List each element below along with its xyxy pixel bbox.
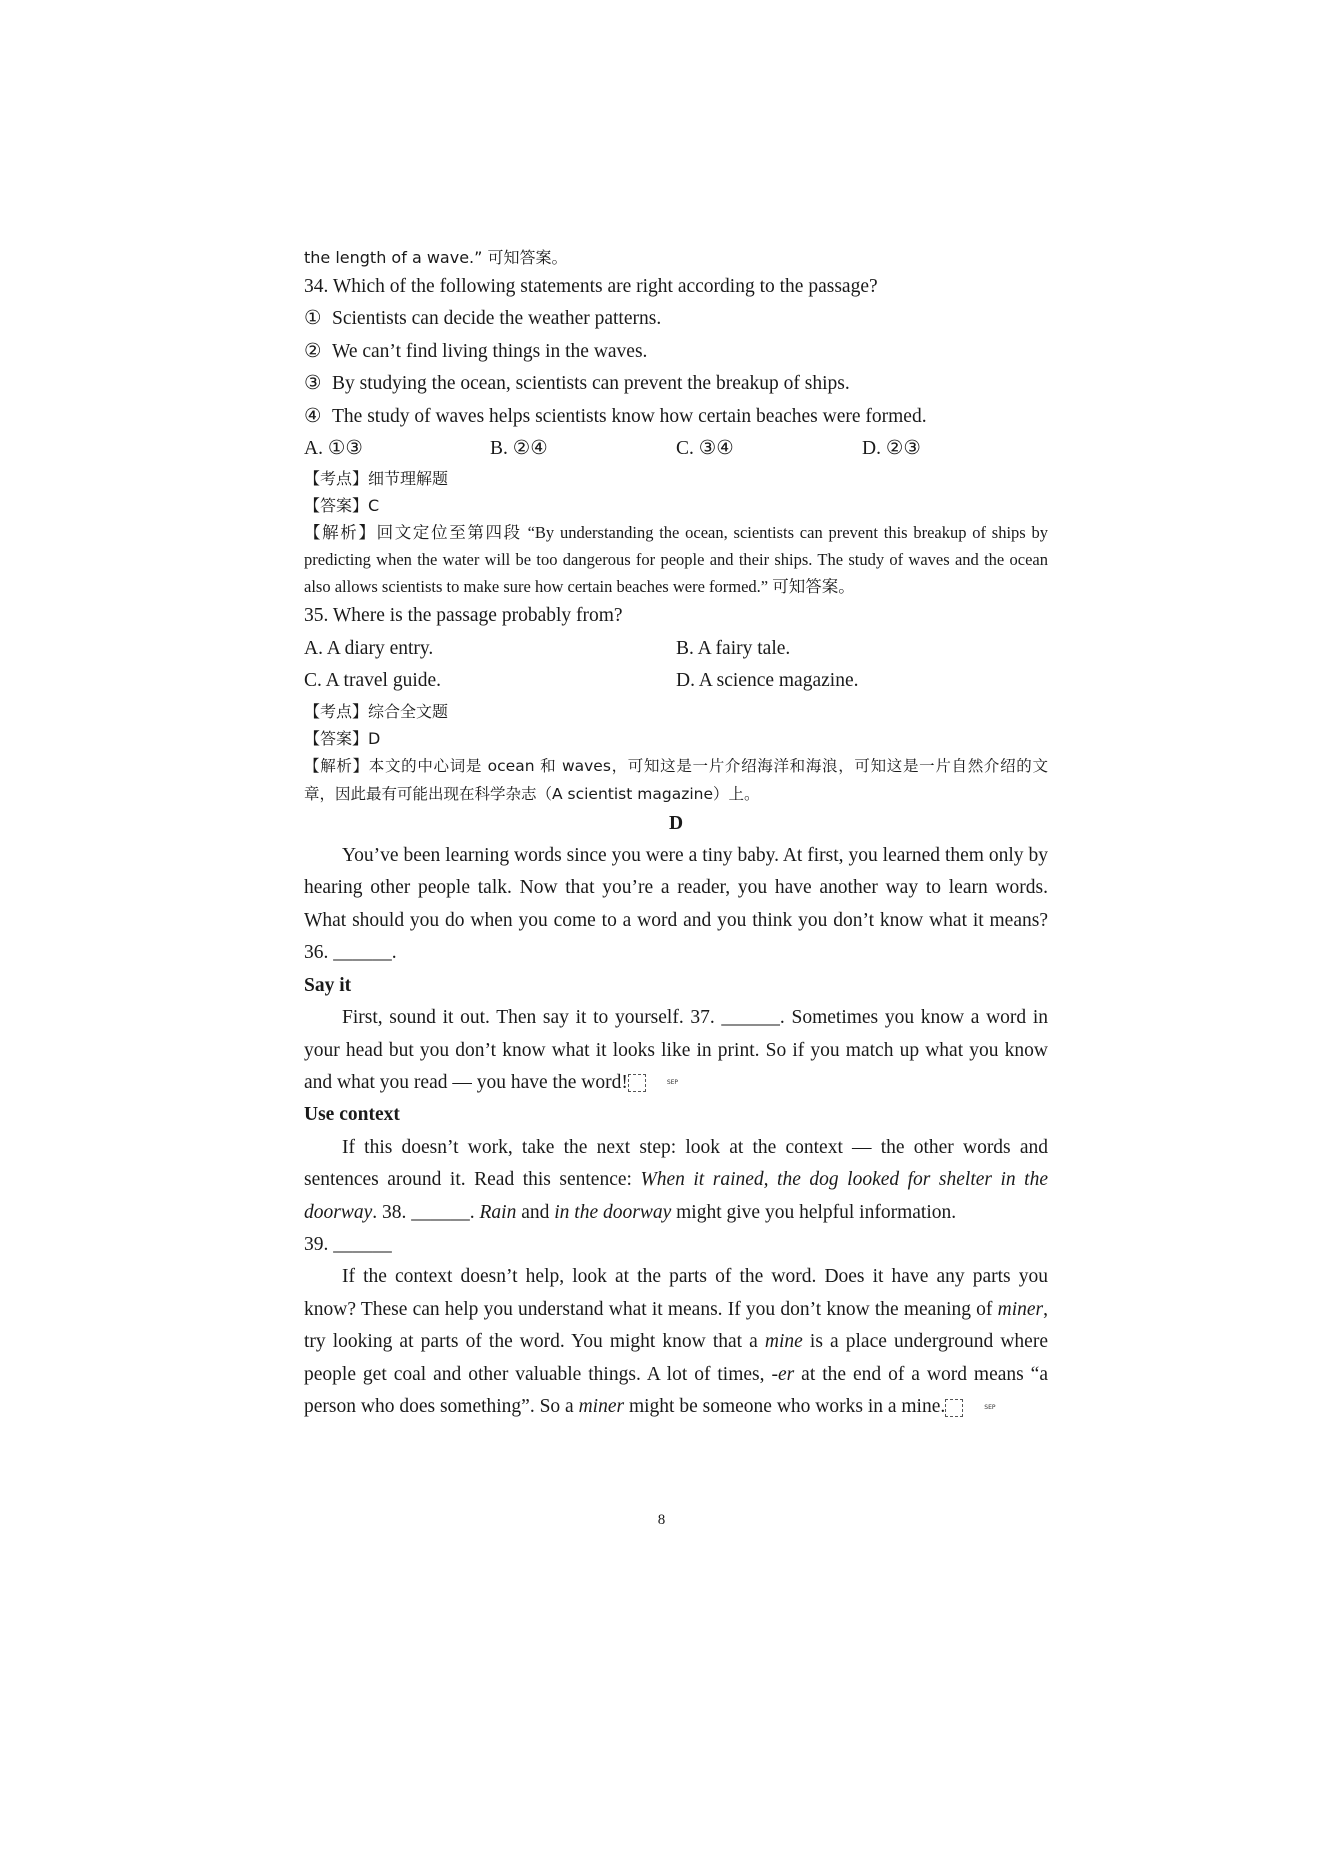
q34-option-c: C. ③④ [676,438,734,460]
circled-number-icon: ① [304,308,322,330]
q34-statement-2: ② We can’t find living things in the waves. [304,336,1048,368]
subheading-use-context: Use context [304,1104,400,1126]
sep-glyph-icon: SEP [945,1399,963,1417]
q34-option-d: D. ②③ [862,438,921,460]
circled-number-icon: ④ [304,405,322,427]
q34-kaodian: 【考点】细节理解题 [304,469,449,489]
previous-analysis-end: the length of a wave.” 可知答案。 [304,248,568,267]
circled-number-icon: ② [304,340,322,362]
passage-intro: You’ve been learning words since you were a tiny baby. At first, you learned them only by hearing other people talk. Now that you’re a reader, you have another way to learn words. What should you do when you come to a word and you think you don’t know what it means? 36. ______. [304,845,1048,964]
q34-options [304,433,1048,465]
q35-option-c: C. A travel guide. [304,670,442,692]
q35-analysis: 【解析】本文的中心词是 ocean 和 waves，可知这是一片介绍海洋和海浪，可知这是一片自然介绍的文章，因此最有可能出现在科学杂志（A scientist magazine）上。 [304,756,1048,803]
q34-answer: 【答案】C [304,496,380,516]
q34-statement-3: ③ By studying the ocean, scientists can prevent the breakup of ships. [304,368,1048,400]
page-content [304,244,1048,1423]
q34-statement-4: ④ The study of waves helps scientists know how certain beaches were formed. [304,401,1048,433]
section-heading: D [668,812,684,834]
q35-answer: 【答案】D [304,728,381,748]
q35-option-a: A. A diary entry. [304,637,434,659]
paragraph-use-context: If this doesn’t work, take the next step: look at the context — the other words and sentences around it. Read this sentence: When it rained, the dog looked for shelter in the doorway. 38. ______. Rain and in the doorway might give you helpful information. [304,1136,1049,1223]
q35-options-row-1 [304,633,1048,665]
sep-glyph-icon: SEP [628,1074,646,1092]
q35-options-row-2 [304,665,1048,697]
q34-statement-1: ① Scientists can decide the weather patterns. [304,303,1048,335]
paragraph-word-parts: If the context doesn’t help, look at the parts of the word. Does it have any parts you know? These can help you understand what it means. If you don’t know the meaning of miner, try looking at parts of the word. You might know that a mine is a place underground where people get coal and other valuable things. A lot of times, -er at the end of a word means “a person who does something”. So a miner might be someone who works in a mine. SEP [304,1266,1048,1417]
q34-analysis: 【解析】回文定位至第四段 “By understanding the ocean, scientists can prevent this breakup of ships by predicting when the water will be too dangerous for people and their ships. The study of waves and the ocean also allows scientists to make sure how certain beaches were formed.” 可知答案。 [304,523,1048,597]
q35-stem: 35. Where is the passage probably from? [304,605,623,627]
q35-kaodian: 【考点】综合全文题 [304,701,449,721]
page-number: 8 [657,1512,666,1528]
q34-stem: 34. Which of the following statements are right according to the passage? [304,276,878,297]
circled-number-icon: ③ [304,373,322,395]
example-sentence: When it rained, the dog looked for shelter in the doorway [304,1169,1049,1223]
q34-option-a: A. ①③ [304,438,363,460]
q34-option-b: B. ②④ [490,438,548,460]
paragraph-say-it: First, sound it out. Then say it to yourself. 37. ______. Sometimes you know a word in your head but you don’t know what it looks like in print. So if you match up what you know and what you read — you have the word! SEP [304,1007,1048,1093]
subheading-say-it: Say it [304,974,352,996]
q35-option-b: B. A fairy tale. [676,637,791,659]
q35-option-d: D. A science magazine. [676,670,859,692]
blank-39: 39. ______ [304,1233,392,1255]
